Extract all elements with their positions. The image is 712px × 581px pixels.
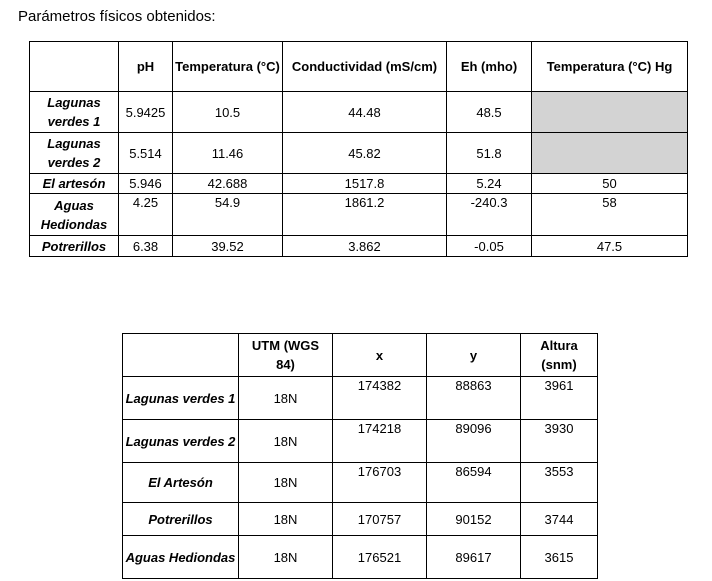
row-label: Lagunas verdes 1 [123,377,239,420]
row-label: Lagunas verdes 1 [30,92,119,133]
cell-ph: 5.946 [119,174,173,194]
cell-temperature-hg: 58 [532,194,688,236]
table-header-row [30,42,688,92]
cell-y: 86594 [427,463,521,503]
cell-x: 176703 [333,463,427,503]
header-cell-empty [123,334,239,377]
cell-eh: -240.3 [447,194,532,236]
table-row [30,174,688,194]
cell-altitude: 3744 [521,503,598,536]
cell-ph: 4.25 [119,194,173,236]
cell-x: 174382 [333,377,427,420]
cell-temperature-hg: 47.5 [532,236,688,257]
cell-temperature: 42.688 [173,174,283,194]
cell-ph: 6.38 [119,236,173,257]
row-label: El artesón [30,174,119,194]
cell-temperature: 54.9 [173,194,283,236]
header-x: x [333,334,427,377]
document-heading: Parámetros físicos obtenidos: [18,8,216,25]
header-utm: UTM (WGS 84) [239,334,333,377]
cell-x: 174218 [333,420,427,463]
row-label: Lagunas verdes 2 [123,420,239,463]
table-row [30,236,688,257]
cell-utm: 18N [239,536,333,579]
cell-y: 88863 [427,377,521,420]
header-eh: Eh (mho) [447,42,532,92]
cell-y: 90152 [427,503,521,536]
header-temperature-hg: Temperatura (°C) Hg [532,42,688,92]
cell-altitude: 3615 [521,536,598,579]
cell-conductivity: 1517.8 [283,174,447,194]
cell-y: 89096 [427,420,521,463]
cell-temperature-hg [532,92,688,133]
row-label: Aguas Hediondas [123,536,239,579]
table-row [123,420,598,463]
row-label: El Artesón [123,463,239,503]
row-label: Aguas Hediondas [30,194,119,236]
cell-y: 89617 [427,536,521,579]
header-ph: pH [119,42,173,92]
cell-altitude: 3961 [521,377,598,420]
cell-temperature-hg [532,133,688,174]
cell-temperature: 11.46 [173,133,283,174]
cell-x: 170757 [333,503,427,536]
cell-conductivity: 3.862 [283,236,447,257]
row-label: Lagunas verdes 2 [30,133,119,174]
table-row [123,463,598,503]
table-row [123,377,598,420]
cell-ph: 5.514 [119,133,173,174]
cell-altitude: 3553 [521,463,598,503]
cell-temperature: 39.52 [173,236,283,257]
cell-altitude: 3930 [521,420,598,463]
cell-eh: -0.05 [447,236,532,257]
header-cell-empty [30,42,119,92]
cell-eh: 48.5 [447,92,532,133]
table-row [30,92,688,133]
header-altitude: Altura (snm) [521,334,598,377]
cell-conductivity: 1861.2 [283,194,447,236]
cell-x: 176521 [333,536,427,579]
cell-utm: 18N [239,463,333,503]
cell-eh: 5.24 [447,174,532,194]
row-label: Potrerillos [123,503,239,536]
cell-utm: 18N [239,420,333,463]
table-row [30,133,688,174]
cell-conductivity: 44.48 [283,92,447,133]
cell-utm: 18N [239,503,333,536]
cell-temperature: 10.5 [173,92,283,133]
location-table [122,333,598,579]
table-row [30,194,688,236]
table-header-row [123,334,598,377]
physical-parameters-table [29,41,688,257]
row-label: Potrerillos [30,236,119,257]
cell-eh: 51.8 [447,133,532,174]
cell-ph: 5.9425 [119,92,173,133]
table-row [123,503,598,536]
table-row [123,536,598,579]
cell-utm: 18N [239,377,333,420]
header-y: y [427,334,521,377]
cell-temperature-hg: 50 [532,174,688,194]
header-conductivity: Conductividad (mS/cm) [283,42,447,92]
cell-conductivity: 45.82 [283,133,447,174]
header-temperature: Temperatura (°C) [173,42,283,92]
